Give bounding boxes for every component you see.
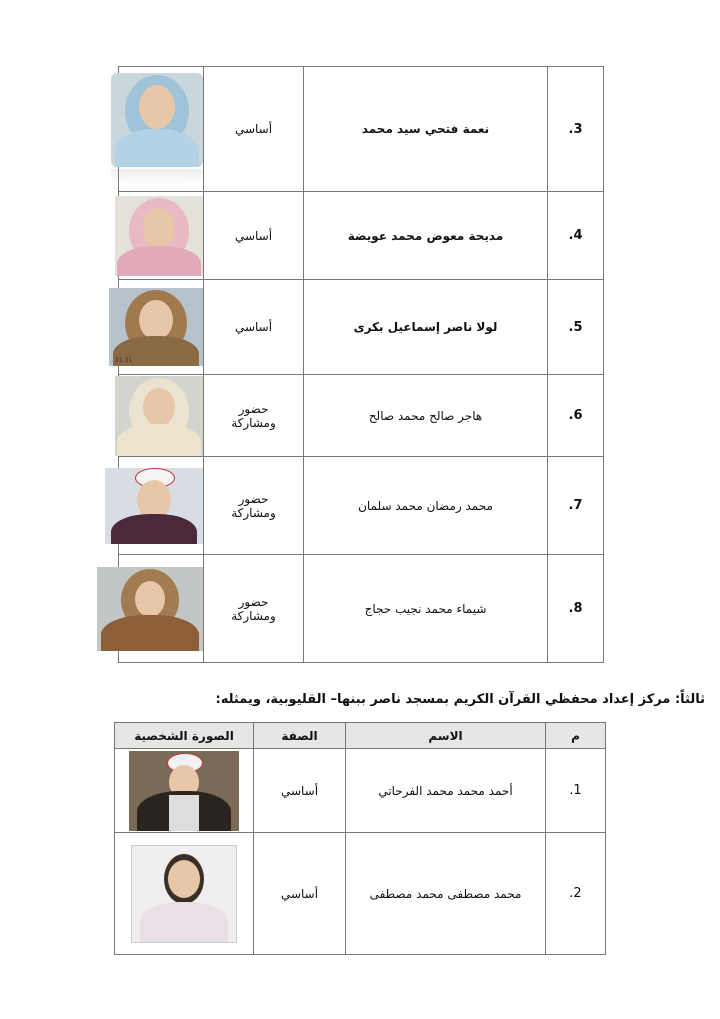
row-number: 4.	[548, 192, 604, 280]
member-photo	[115, 196, 203, 276]
table-row	[115, 749, 606, 833]
table-row	[115, 833, 606, 955]
table-row	[119, 375, 604, 457]
table-row	[119, 280, 604, 375]
photo-cell	[119, 457, 204, 555]
header-name: الاسم	[346, 723, 546, 749]
row-number: 7.	[548, 457, 604, 555]
photo-cell	[115, 749, 254, 833]
member-name: نعمة فتحي سيد محمد	[304, 67, 548, 192]
center-members-table	[114, 722, 606, 955]
member-role	[204, 555, 304, 663]
role-line: حضور	[238, 401, 269, 416]
photo-cell	[119, 375, 204, 457]
photo-cell	[119, 192, 204, 280]
member-name: محمد مصطفى محمد مصطفى	[346, 833, 546, 955]
member-photo	[111, 73, 203, 167]
row-number: 1.	[546, 749, 606, 833]
member-name: شيماء محمد نجيب حجاج	[304, 555, 548, 663]
header-photo: الصورة الشخصية	[115, 723, 254, 749]
table-header-row	[115, 723, 606, 749]
role-line: ومشاركة	[231, 608, 276, 623]
member-name: أحمد محمد محمد الفرحاتي	[346, 749, 546, 833]
row-number: 2.	[546, 833, 606, 955]
row-number: 8.	[548, 555, 604, 663]
member-name: هاجر صالح محمد صالح	[304, 375, 548, 457]
members-table-continued	[115, 66, 604, 663]
member-photo	[115, 376, 203, 456]
photo-stamp: 21.31	[115, 357, 133, 364]
member-photo	[97, 567, 203, 651]
role-line: حضور	[238, 491, 269, 506]
member-role	[204, 457, 304, 555]
table-row	[119, 67, 604, 192]
member-photo	[131, 845, 237, 943]
row-number: 3.	[548, 67, 604, 192]
member-role: أساسي	[254, 833, 346, 955]
role-line: ومشاركة	[231, 505, 276, 520]
member-role: أساسي	[204, 192, 304, 280]
member-role	[204, 375, 304, 457]
member-role: أساسي	[204, 280, 304, 375]
member-role: أساسي	[204, 67, 304, 192]
member-photo	[105, 468, 203, 544]
member-photo	[109, 288, 203, 366]
table-row	[119, 555, 604, 663]
row-number: 6.	[548, 375, 604, 457]
photo-cell	[115, 833, 254, 955]
table-row	[119, 457, 604, 555]
photo-cell	[119, 67, 204, 192]
role-line: ومشاركة	[231, 415, 276, 430]
member-role: أساسي	[254, 749, 346, 833]
photo-cell	[115, 280, 204, 375]
member-photo	[129, 751, 239, 831]
member-name: محمد رمضان محمد سلمان	[304, 457, 548, 555]
role-line: حضور	[238, 594, 269, 609]
member-name: لولا ناصر إسماعيل بكرى	[304, 280, 548, 375]
photo-cell	[119, 555, 204, 663]
header-number: م	[546, 723, 606, 749]
table-row	[119, 192, 604, 280]
section-title: ثالثاً: مركز إعداد محفظي القرآن الكريم بمسجد ناصر ببنها– القليوبية، ويمثله:	[215, 692, 705, 707]
header-role: الصفة	[254, 723, 346, 749]
member-name: مديحة معوض محمد عويضة	[304, 192, 548, 280]
row-number: 5.	[548, 280, 604, 375]
